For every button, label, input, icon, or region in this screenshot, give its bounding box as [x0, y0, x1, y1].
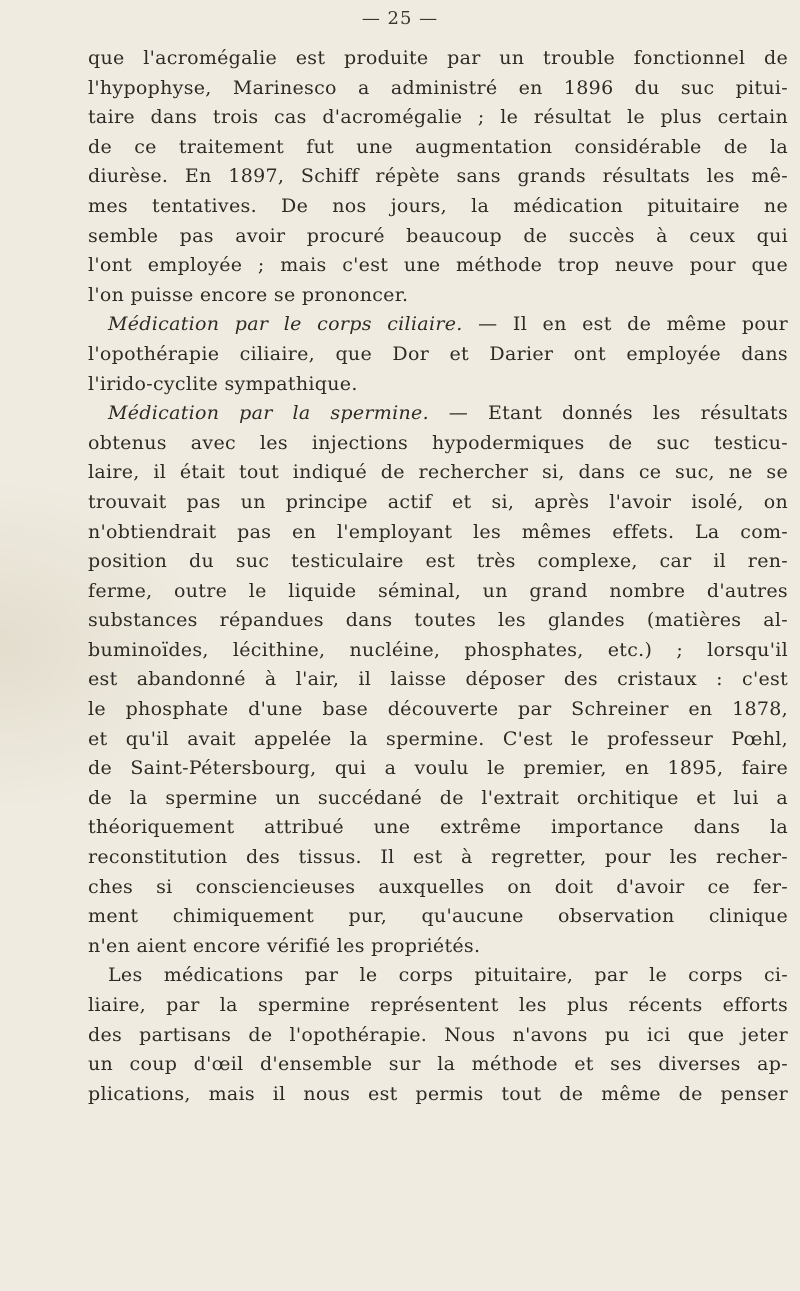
text-run: Les médications par le corps pituitaire, par le corps ci- — [108, 964, 788, 987]
text-line: le phosphate d'une base découverte par Schreiner en 1878, — [88, 698, 788, 721]
text-line — [88, 310, 788, 340]
text-line: l'irido-cyclite sympathique. — [88, 372, 358, 395]
text-line: n'en aient encore vérifié les propriétés. — [88, 934, 481, 957]
text-line: de ce traitement fut une augmentation considérable de la — [88, 135, 788, 158]
text-line: trouvait pas un principe actif et si, après l'avoir isolé, on — [88, 490, 788, 513]
text-line: l'opothérapie ciliaire, que Dor et Darier ont employée dans — [88, 342, 788, 365]
text-run: — Etant donnés les résultats — [428, 402, 789, 425]
text-line: un coup d'œil d'ensemble sur la méthode et ses diverses ap- — [88, 1053, 788, 1076]
text-line: que l'acromégalie est produite par un trouble fonctionnel de — [88, 47, 788, 69]
body-text — [88, 44, 788, 1109]
text-line: substances répandues dans toutes les glandes (matières al- — [88, 609, 788, 632]
section-heading: Médication par la spermine. — [108, 402, 429, 425]
text-line: est abandonné à l'air, il laisse déposer des cristaux : c'est — [88, 668, 788, 691]
text-line: semble pas avoir procuré beaucoup de succès à ceux qui — [88, 224, 788, 247]
text-line: position du suc testiculaire est très complexe, car il ren- — [88, 550, 788, 573]
text-line: laire, il était tout indiqué de rechercher si, dans ce suc, ne se — [88, 461, 788, 484]
paragraph-1 — [88, 44, 788, 310]
text-line: ferme, outre le liquide séminal, un grand nombre d'autres — [88, 579, 788, 602]
text-line: théoriquement attribué une extrême importance dans la — [88, 816, 788, 839]
text-line: de la spermine un succédané de l'extrait orchitique et lui a — [88, 786, 788, 809]
text-run: — Il en est de même pour — [462, 313, 788, 336]
text-line: buminoïdes, lécithine, nucléine, phosphates, etc.) ; lorsqu'il — [88, 638, 788, 661]
text-line: l'hypophyse, Marinesco a administré en 1896 du suc pitui- — [88, 76, 788, 99]
text-line — [88, 399, 788, 429]
text-line: liaire, par la spermine représentent les plus récents efforts — [88, 994, 788, 1016]
text-line: obtenus avec les injections hypodermiques de suc testicu- — [88, 431, 788, 454]
text-line: diurèse. En 1897, Schiff répète sans grands résultats les mê- — [88, 165, 788, 188]
text-line: ches si consciencieuses auxquelles on doit d'avoir ce fer- — [88, 875, 788, 898]
text-line: mes tentatives. De nos jours, la médication pituitaire ne — [88, 194, 788, 217]
page-number: — 25 — — [361, 8, 439, 29]
paragraph-2 — [88, 310, 788, 399]
text-line: n'obtiendrait pas en l'employant les mêmes effets. La com- — [88, 520, 788, 543]
text-line: l'ont employée ; mais c'est une méthode trop neuve pour que — [88, 254, 788, 277]
text-line: ment chimiquement pur, qu'aucune observation clinique — [88, 905, 788, 928]
paragraph-3 — [88, 399, 788, 961]
text-line: et qu'il avait appelée la spermine. C'est le professeur Pœhl, — [88, 727, 788, 750]
text-line: reconstitution des tissus. Il est à regretter, pour les recher- — [88, 846, 788, 869]
text-line: plications, mais il nous est permis tout de même de penser — [88, 1082, 788, 1105]
text-line: taire dans trois cas d'acromégalie ; le résultat le plus certain — [88, 106, 788, 129]
text-line — [88, 961, 788, 991]
paragraph-4 — [88, 961, 788, 1109]
text-line: l'on puisse encore se prononcer. — [88, 283, 409, 306]
text-line: de Saint-Pétersbourg, qui a voulu le premier, en 1895, faire — [88, 757, 788, 780]
section-heading: Médication par le corps ciliaire. — [108, 313, 463, 336]
text-line: des partisans de l'opothérapie. Nous n'avons pu ici que jeter — [88, 1023, 788, 1046]
